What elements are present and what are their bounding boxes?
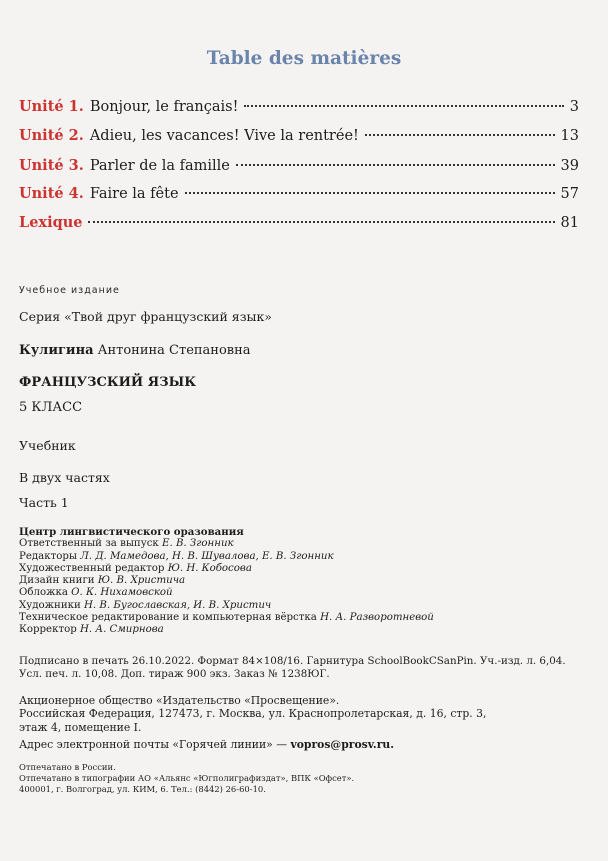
part-number: Часть 1 [19, 495, 69, 510]
toc-title: Table des matières [206, 48, 402, 69]
grade: 5 КЛАСС [19, 400, 83, 415]
series-name: Серия «Твой друг французский язык» [19, 309, 272, 324]
credit-line: Редакторы Л. Д. Мамедова, Н. В. Шувалова, Е. В. Згонник [19, 550, 334, 562]
toc-entry-page: 13 [560, 128, 579, 144]
edition-type: Учебное издание [19, 285, 120, 296]
toc-entry-text: Faire la fête [89, 186, 179, 202]
toc-entry-label: Unité 3. [19, 157, 84, 174]
parts-note: В двух частях [19, 470, 110, 485]
book-title: ФРАНЦУЗСКИЙ ЯЗЫК [19, 375, 197, 390]
toc-entry-page: 81 [560, 215, 579, 231]
credit-line: Художественный редактор Ю. Н. Кобосова [19, 562, 252, 574]
toc-entry-label: Unité 2. [19, 127, 84, 144]
toc-entry-text: Parler de la famille [89, 158, 230, 174]
publisher-info [19, 694, 486, 734]
printed-line: Отпечатано в типографии АО «Альянс «Югполиграфиздат», ВПК «Офсет». [19, 773, 355, 783]
hotline-label: Адрес электронной почты «Горячей линии» — [19, 738, 287, 751]
credit-line: Ответственный за выпуск Е. В. Згонник [19, 538, 234, 550]
credit-line: Дизайн книги Ю. В. Христича [19, 575, 186, 587]
credit-line: Художники Н. В. Бугославская, И. В. Христич [19, 599, 272, 611]
print-info-line: Подписано в печать 26.10.2022. Формат 84×108/16. Гарнитура SchoolBookCSanPin. Уч.-изд. л. 6,04. [19, 655, 566, 667]
toc-entry-page: 3 [569, 99, 579, 115]
toc-entry[interactable] [19, 96, 579, 118]
toc-entry-text: Adieu, les vacances! Vive la rentrée! [89, 128, 359, 144]
credit-line: Обложка О. К. Нихамовской [19, 587, 173, 599]
toc-leader-dots [244, 105, 563, 107]
toc-leader-dots [236, 164, 555, 166]
publisher-line: этаж 4, помещение I. [19, 720, 142, 734]
author-names: Антонина Степановна [97, 343, 251, 358]
credits-block [19, 526, 434, 637]
toc-entry-label: Unité 1. [19, 98, 84, 115]
credit-line: Корректор Н. А. Смирнова [19, 624, 164, 636]
toc-leader-dots [365, 134, 555, 136]
toc-entry-label: Lexique [19, 214, 83, 231]
toc-entry-label: Unité 4. [19, 185, 84, 202]
book-kind: Учебник [19, 438, 76, 453]
toc-entry[interactable] [19, 212, 579, 234]
printed-line: 400001, г. Волгоград, ул. КИМ, 6. Тел.: (8442) 26-60-10. [19, 784, 266, 794]
toc-leader-dots [88, 221, 554, 223]
print-info-line: Усл. печ. л. 10,08. Доп. тираж 900 экз. Заказ № 1238ЮГ. [19, 668, 330, 681]
author-surname: Кулигина [19, 343, 94, 358]
toc-entry[interactable] [19, 183, 579, 205]
printed-line: Отпечатано в России. [19, 762, 116, 772]
toc-leader-dots [185, 192, 555, 194]
toc-entry-page: 39 [560, 158, 579, 174]
toc-entry[interactable] [19, 125, 579, 147]
publisher-line: Российская Федерация, 127473, г. Москва, ул. Краснопролетарская, д. 16, стр. 3, [19, 707, 487, 721]
publisher-line: Акционерное общество «Издательство «Просвещение». [19, 694, 340, 707]
credit-line: Техническое редактирование и компьютерная вёрстка Н. А. Разворотневой [19, 612, 434, 624]
author [19, 343, 251, 358]
toc-entry[interactable] [19, 155, 579, 177]
printed-info [19, 762, 354, 795]
toc-entry-page: 57 [560, 186, 579, 202]
toc-entry-text: Bonjour, le français! [89, 99, 239, 115]
print-info [19, 655, 566, 682]
hotline-email-link[interactable]: vopros@prosv.ru. [290, 738, 394, 751]
credits-center: Центр лингвистического оразования [19, 526, 244, 538]
hotline [19, 738, 394, 751]
